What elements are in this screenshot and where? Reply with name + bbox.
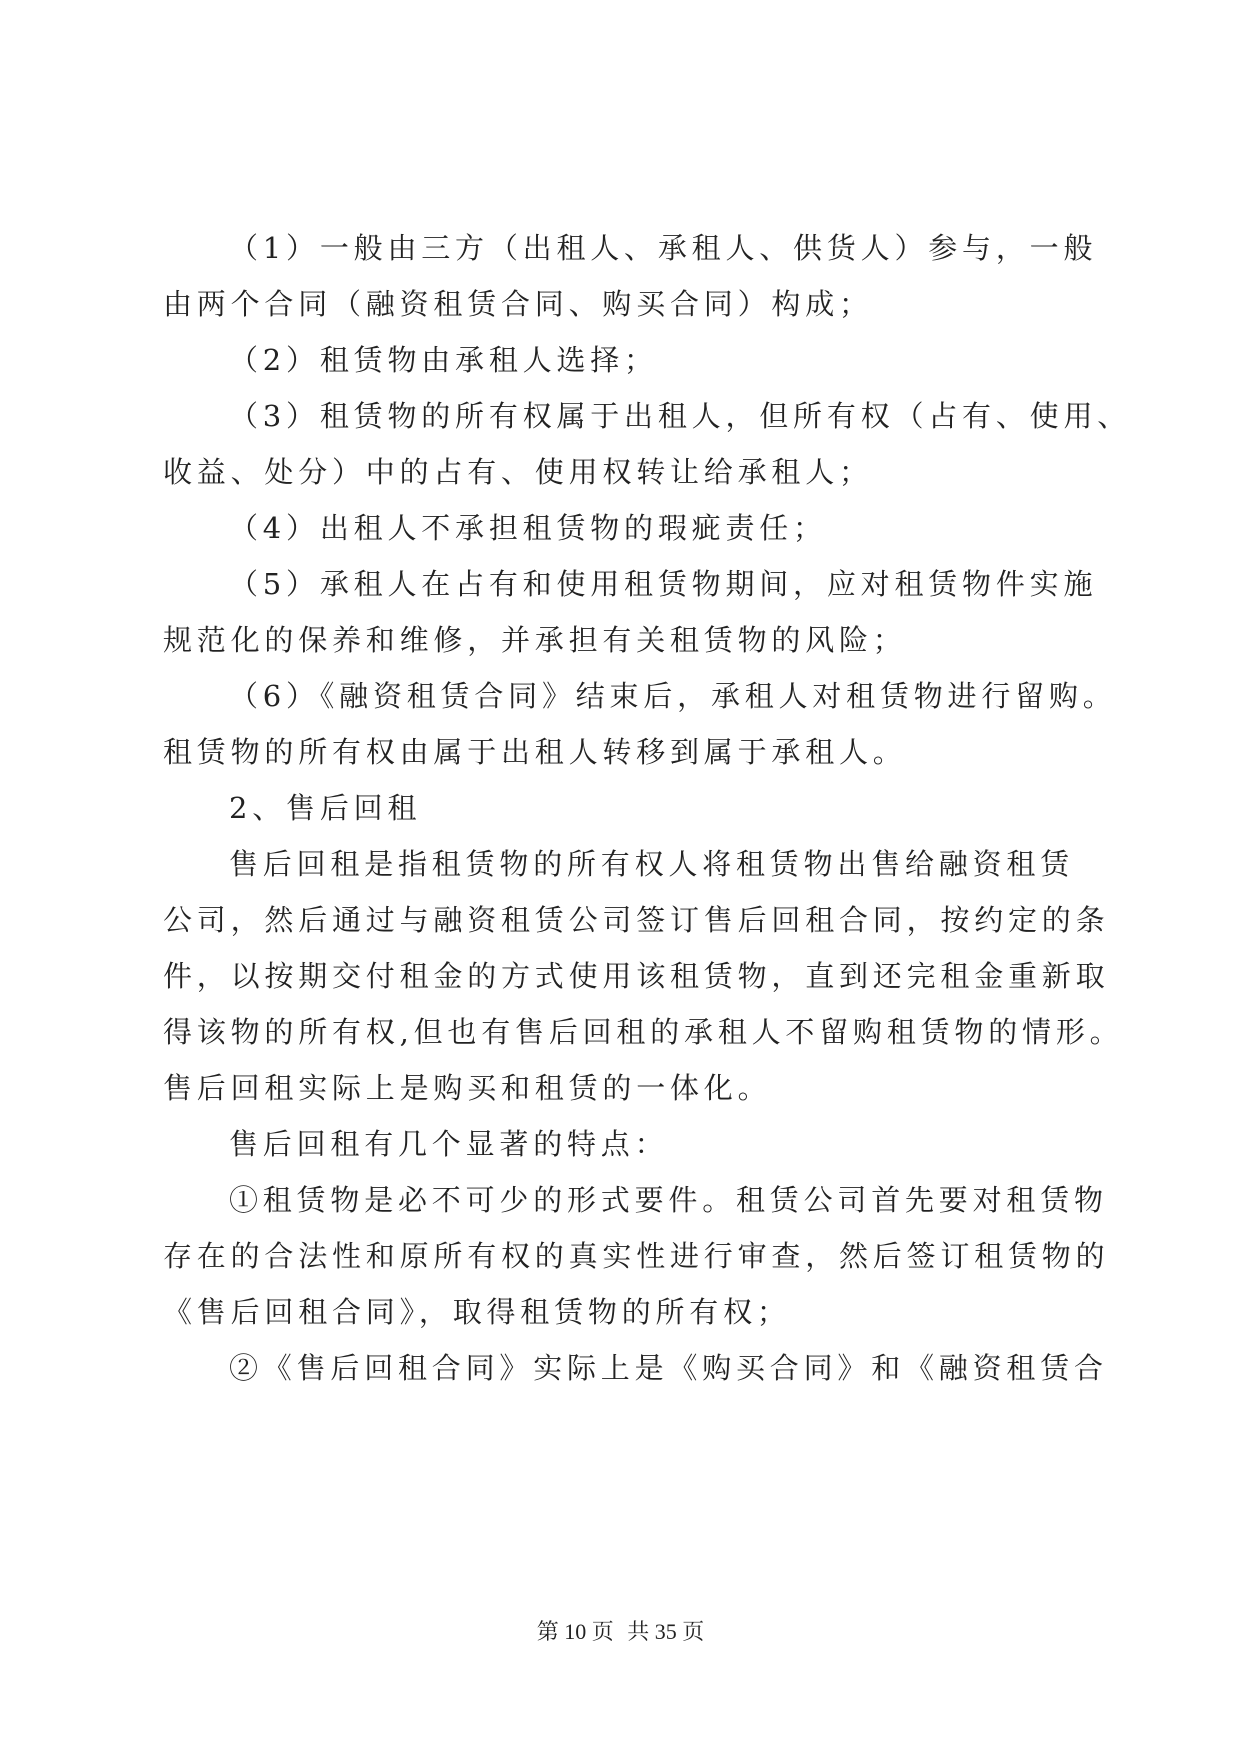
- text-line: 售后回租是指租赁物的所有权人将租赁物出售给融资租赁: [229, 847, 1075, 881]
- text-line: ①租赁物是必不可少的形式要件。租赁公司首先要对租赁物: [229, 1183, 1108, 1217]
- page-number: 第 10 页: [536, 1619, 614, 1644]
- text-line: 得该物的所有权,但也有售后回租的承租人不留购租赁物的情形。: [163, 1015, 1124, 1049]
- page-footer: [0, 1617, 1241, 1647]
- section-heading: 2、售后回租: [229, 791, 422, 825]
- text-line: 规范化的保养和维修，并承担有关租赁物的风险；: [163, 623, 907, 657]
- text-line: （2）租赁物由承租人选择；: [229, 343, 658, 377]
- text-line: ②《售后回租合同》实际上是《购买合同》和《融资租赁合: [229, 1351, 1108, 1385]
- text-line: 售后回租实际上是购买和租赁的一体化。: [163, 1071, 772, 1105]
- text-line: 公司，然后通过与融资租赁公司签订售后回租合同，按约定的条: [163, 903, 1110, 937]
- text-line: （3）租赁物的所有权属于出租人，但所有权（占有、使用、: [229, 399, 1132, 433]
- text-line: 件，以按期交付租金的方式使用该租赁物，直到还完租金重新取: [163, 959, 1110, 993]
- text-line: （4）出租人不承担租赁物的瑕疵责任；: [229, 511, 827, 545]
- text-line: 存在的合法性和原所有权的真实性进行审查，然后签订租赁物的: [163, 1239, 1110, 1273]
- text-line: （6）《融资租赁合同》结束后，承租人对租赁物进行留购。: [229, 679, 1117, 713]
- page-total: 共 35 页: [627, 1619, 705, 1644]
- text-line: 售后回租有几个显著的特点：: [229, 1127, 669, 1161]
- text-line: 《售后回租合同》，取得租赁物的所有权；: [163, 1295, 791, 1329]
- text-line: 由两个合同（融资租赁合同、购买合同）构成；: [163, 287, 873, 321]
- text-line: （1）一般由三方（出租人、承租人、供货人）参与，一般: [229, 231, 1098, 265]
- text-line: 收益、处分）中的占有、使用权转让给承租人；: [163, 455, 873, 489]
- text-line: （5）承租人在占有和使用租赁物期间，应对租赁物件实施: [229, 567, 1098, 601]
- text-line: 租赁物的所有权由属于出租人转移到属于承租人。: [163, 735, 907, 769]
